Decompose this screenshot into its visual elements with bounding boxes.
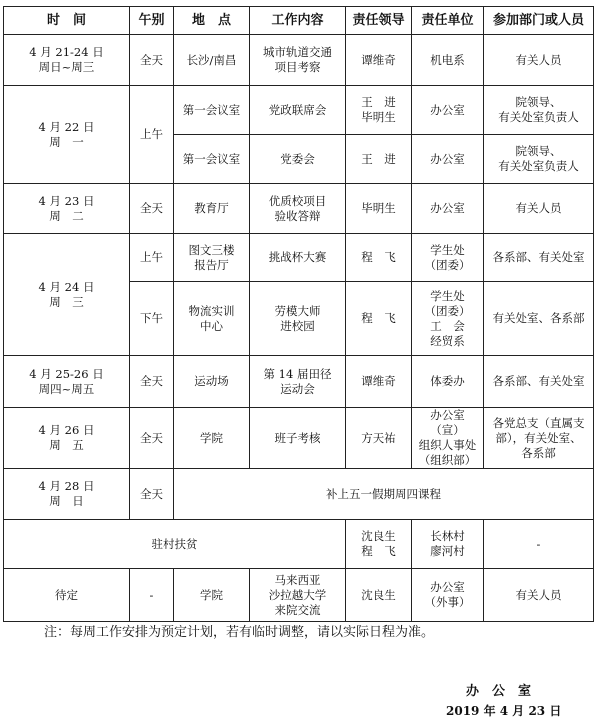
cell-unit: 办公室 （外事） [412, 569, 484, 622]
cell-unit: 机电系 [412, 35, 484, 86]
cell-content: 城市轨道交通 项目考察 [250, 35, 346, 86]
cell-date: 4 月 21-24 日 周日~周三 [4, 35, 130, 86]
header-row [4, 7, 594, 35]
header-attendees: 参加部门或人员 [484, 7, 594, 35]
cell-content: 班子考核 [250, 408, 346, 469]
cell-leader: 王 进 毕明生 [346, 86, 412, 135]
cell-attendees: 各党总支（直属支 部），有关处室、 各系部 [484, 408, 594, 469]
cell-place: 第一会议室 [174, 135, 250, 184]
cell-leader: 程 飞 [346, 282, 412, 356]
cell-place: 运动场 [174, 356, 250, 408]
table-row [4, 234, 594, 282]
cell-leader: 沈良生 [346, 569, 412, 622]
cell-leader: 王 进 [346, 135, 412, 184]
cell-content: 党委会 [250, 135, 346, 184]
cell-content: 马来西亚 沙拉越大学 来院交流 [250, 569, 346, 622]
table-row [4, 408, 594, 469]
cell-unit: 体委办 [412, 356, 484, 408]
cell-attendees: 各系部、有关处室 [484, 356, 594, 408]
cell-attendees: 有关人员 [484, 35, 594, 86]
cell-period: 全天 [130, 408, 174, 469]
cell-place: 学院 [174, 408, 250, 469]
cell-content: 挑战杯大赛 [250, 234, 346, 282]
cell-place: 图文三楼 报告厅 [174, 234, 250, 282]
table-row [4, 35, 594, 86]
cell-unit: 办公室 [412, 86, 484, 135]
cell-period: 上午 [130, 234, 174, 282]
cell-period: - [130, 569, 174, 622]
cell-unit: 长林村 廖河村 [412, 520, 484, 569]
cell-attendees: - [484, 520, 594, 569]
cell-attendees: 有关人员 [484, 184, 594, 234]
cell-leader: 谭维奇 [346, 356, 412, 408]
cell-unit: 办公室（宣） 组织人事处 （组织部） [412, 408, 484, 469]
table-row [4, 356, 594, 408]
cell-unit: 学生处 （团委） [412, 234, 484, 282]
footnote: 注：每周工作安排为预定计划，若有临时调整，请以实际日程为准。 [44, 625, 435, 640]
cell-attendees: 院领导、 有关处室负责人 [484, 135, 594, 184]
cell-unit: 办公室 [412, 135, 484, 184]
cell-leader: 谭维奇 [346, 35, 412, 86]
cell-place: 第一会议室 [174, 86, 250, 135]
cell-attendees: 各系部、有关处室 [484, 234, 594, 282]
cell-leader: 程 飞 [346, 234, 412, 282]
cell-date: 4 月 23 日 周 二 [4, 184, 130, 234]
cell-leader: 沈良生 程 飞 [346, 520, 412, 569]
cell-period: 全天 [130, 356, 174, 408]
cell-period: 下午 [130, 282, 174, 356]
cell-content: 劳模大师 进校园 [250, 282, 346, 356]
cell-period: 全天 [130, 35, 174, 86]
cell-attendees: 有关处室、各系部 [484, 282, 594, 356]
header-leader: 责任领导 [346, 7, 412, 35]
header-period: 午别 [130, 7, 174, 35]
cell-place: 长沙/南昌 [174, 35, 250, 86]
cell-place: 教育厅 [174, 184, 250, 234]
header-unit: 责任单位 [412, 7, 484, 35]
cell-merged-note: 补上五一假期周四课程 [174, 469, 594, 520]
header-place: 地 点 [174, 7, 250, 35]
cell-place: 学院 [174, 569, 250, 622]
cell-content: 第 14 届田径 运动会 [250, 356, 346, 408]
cell-date: 4 月 26 日 周 五 [4, 408, 130, 469]
cell-attendees: 有关人员 [484, 569, 594, 622]
table-row [4, 569, 594, 622]
cell-date: 4 月 24 日 周 三 [4, 234, 130, 356]
cell-date: 待定 [4, 569, 130, 622]
table-row [4, 184, 594, 234]
header-content: 工作内容 [250, 7, 346, 35]
cell-date: 4 月 25-26 日 周四~周五 [4, 356, 130, 408]
sign-date: 2019 年 4 月 23 日 [446, 704, 562, 718]
table-row [4, 86, 594, 135]
cell-merged-task: 驻村扶贫 [4, 520, 346, 569]
cell-place: 物流实训 中心 [174, 282, 250, 356]
table-row [4, 469, 594, 520]
schedule-table [3, 6, 594, 622]
cell-content: 党政联席会 [250, 86, 346, 135]
signature: 办 公 室 [466, 684, 532, 699]
table-row [4, 520, 594, 569]
cell-attendees: 院领导、 有关处室负责人 [484, 86, 594, 135]
cell-period: 全天 [130, 469, 174, 520]
cell-date: 4 月 28 日 周 日 [4, 469, 130, 520]
cell-leader: 毕明生 [346, 184, 412, 234]
cell-period: 上午 [130, 86, 174, 184]
cell-unit: 办公室 [412, 184, 484, 234]
cell-leader: 方天祐 [346, 408, 412, 469]
cell-period: 全天 [130, 184, 174, 234]
cell-date: 4 月 22 日 周 一 [4, 86, 130, 184]
header-time: 时 间 [4, 7, 130, 35]
cell-unit: 学生处 （团委） 工 会 经贸系 [412, 282, 484, 356]
cell-content: 优质校项目 验收答辩 [250, 184, 346, 234]
